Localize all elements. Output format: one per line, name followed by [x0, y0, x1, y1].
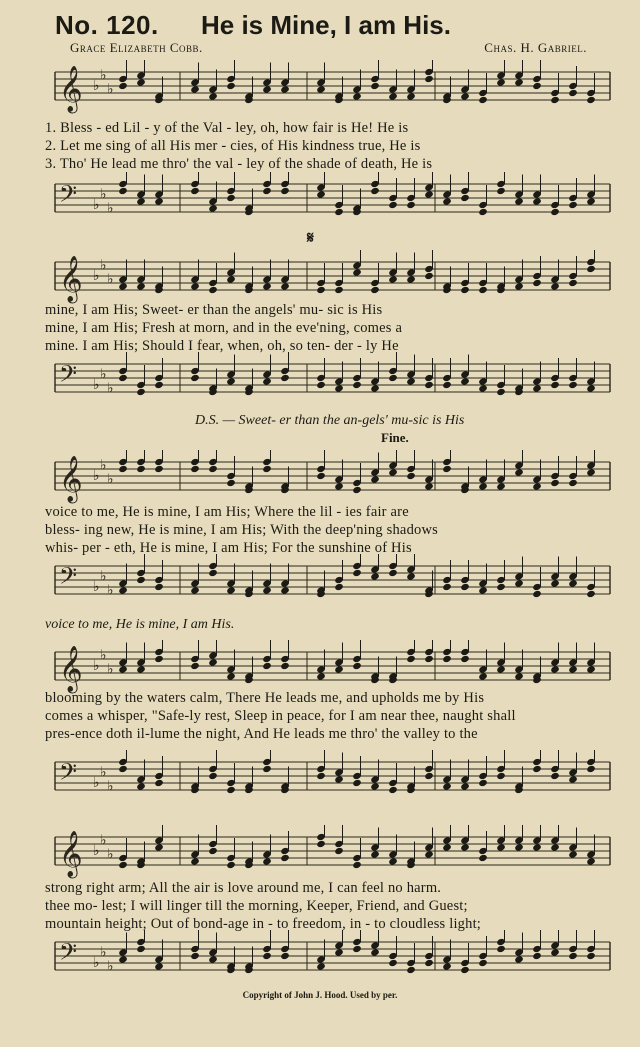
note-icon [478, 208, 488, 216]
note-icon [190, 586, 200, 594]
note-icon [550, 479, 560, 487]
note-icon [442, 197, 452, 205]
bass-staff-3 [45, 554, 615, 614]
note-icon [568, 579, 578, 587]
note-icon [226, 672, 236, 680]
note-icon [442, 655, 452, 663]
note-icon [334, 665, 344, 673]
treble-staff-2 [45, 250, 615, 310]
flat-icon: ♭ [107, 81, 114, 98]
note-icon [154, 197, 164, 205]
note-icon [154, 583, 164, 591]
note-icon [424, 772, 434, 780]
note-icon [532, 952, 542, 960]
bass-staff-4 [45, 750, 615, 810]
note-icon [478, 586, 488, 594]
note-icon [262, 952, 272, 960]
verse-line-3-1: voice to me, He is mine, I am His; Where the lil - ies fair are [45, 504, 409, 520]
note-icon [352, 662, 362, 670]
note-icon [154, 655, 164, 663]
note-icon [370, 187, 380, 195]
note-icon [478, 286, 488, 294]
note-icon [550, 282, 560, 290]
hymn-header [55, 10, 615, 60]
note-icon [118, 282, 128, 290]
treble-staff-1 [45, 60, 615, 120]
note-icon [568, 850, 578, 858]
treble-clef-icon: 𝄞 [59, 66, 83, 112]
note-icon [154, 843, 164, 851]
note-icon [460, 92, 470, 100]
note-icon [280, 187, 290, 195]
note-icon [118, 861, 128, 869]
note-icon [514, 282, 524, 290]
note-icon [262, 85, 272, 93]
note-icon [370, 948, 380, 956]
flat-icon: ♭ [100, 944, 107, 961]
note-icon [496, 78, 506, 86]
note-icon [586, 952, 596, 960]
flat-icon: ♭ [93, 268, 100, 284]
note-icon [586, 265, 596, 273]
flat-icon: ♭ [100, 647, 107, 664]
note-icon [262, 662, 272, 670]
note-icon [532, 765, 542, 773]
note-icon [262, 857, 272, 865]
verse-line-2-3: mine. I am His; Should I fear, when, oh, so ten- der - ly He [45, 338, 399, 354]
flat-icon: ♭ [100, 764, 107, 781]
note-icon [334, 482, 344, 490]
note-icon [514, 955, 524, 963]
flat-icon: ♭ [100, 568, 107, 585]
note-icon [388, 275, 398, 283]
note-icon [388, 959, 398, 967]
note-icon [424, 381, 434, 389]
note-icon [478, 854, 488, 862]
note-icon [424, 482, 434, 490]
note-icon [406, 92, 416, 100]
note-icon [334, 583, 344, 591]
verse-line-5-2: thee mo- lest; I will linger till the morning, Keeper, Friend, and Guest; [45, 898, 468, 914]
note-icon [226, 861, 236, 869]
note-icon [370, 82, 380, 90]
note-icon [406, 966, 416, 974]
note-icon [550, 579, 560, 587]
note-icon [154, 465, 164, 473]
note-icon [514, 197, 524, 205]
note-icon [136, 465, 146, 473]
note-icon [154, 962, 164, 970]
flat-icon: ♭ [93, 579, 100, 595]
music-system-2 [45, 232, 615, 422]
note-icon [334, 948, 344, 956]
note-icon [226, 786, 236, 794]
treble-clef-icon: 𝄞 [59, 256, 83, 302]
note-icon [568, 665, 578, 673]
note-icon [550, 96, 560, 104]
note-icon [388, 92, 398, 100]
note-icon [442, 843, 452, 851]
note-icon [226, 194, 236, 202]
note-icon [352, 861, 362, 869]
treble-clef-icon: 𝄞 [59, 646, 83, 692]
note-icon [208, 847, 218, 855]
note-icon [532, 843, 542, 851]
bass-staff-1 [45, 172, 615, 232]
note-icon [280, 374, 290, 382]
note-icon [424, 272, 434, 280]
note-icon [118, 82, 128, 90]
note-icon [406, 201, 416, 209]
note-icon [208, 955, 218, 963]
note-icon [316, 840, 326, 848]
flat-icon: ♭ [100, 186, 107, 203]
note-icon [460, 655, 470, 663]
note-icon [460, 782, 470, 790]
note-icon [532, 590, 542, 598]
note-icon [208, 204, 218, 212]
note-icon [388, 201, 398, 209]
note-icon [532, 82, 542, 90]
note-icon [478, 959, 488, 967]
note-icon [136, 282, 146, 290]
note-icon [118, 955, 128, 963]
treble-clef-icon: 𝄞 [59, 456, 83, 502]
note-icon [190, 662, 200, 670]
note-icon [136, 782, 146, 790]
verse-line-5-1: strong right arm; All the air is love around me, I can feel no harm. [45, 880, 442, 896]
note-icon [406, 377, 416, 385]
note-icon [226, 377, 236, 385]
note-icon [514, 468, 524, 476]
note-icon [352, 779, 362, 787]
note-icon [514, 672, 524, 680]
note-icon [460, 286, 470, 294]
note-icon [190, 374, 200, 382]
music-system-4 [45, 640, 615, 830]
note-icon [262, 586, 272, 594]
verse-line-4-3: pres-ence doth il-lume the night, And He leads me thro' the valley to the [45, 726, 478, 742]
note-icon [406, 655, 416, 663]
note-icon [190, 952, 200, 960]
note-icon [460, 843, 470, 851]
note-icon [586, 665, 596, 673]
flat-icon: ♭ [100, 457, 107, 474]
note-icon [334, 208, 344, 216]
note-icon [226, 275, 236, 283]
verse-line-2-2: mine, I am His; Fresh at morn, and in the eve'ning, comes a [45, 320, 403, 336]
hymn-number: No. 120. [55, 10, 159, 40]
note-icon [208, 286, 218, 294]
note-icon [568, 479, 578, 487]
note-icon [118, 765, 128, 773]
note-icon [424, 75, 434, 83]
note-icon [280, 662, 290, 670]
note-icon [460, 583, 470, 591]
note-icon [334, 847, 344, 855]
note-icon [370, 475, 380, 483]
note-icon [496, 583, 506, 591]
note-icon [442, 465, 452, 473]
note-icon [316, 772, 326, 780]
note-icon [568, 201, 578, 209]
note-icon [550, 208, 560, 216]
hymn-title: He is Mine, I am His. [201, 10, 451, 40]
note-icon [118, 465, 128, 473]
flat-icon: ♭ [107, 582, 114, 599]
note-icon [478, 96, 488, 104]
note-icon [586, 197, 596, 205]
flat-icon: ♭ [93, 775, 100, 791]
music-system-3 [45, 432, 615, 622]
note-icon [316, 85, 326, 93]
note-icon [352, 486, 362, 494]
treble-clef-icon: 𝄞 [59, 831, 83, 877]
note-icon [496, 187, 506, 195]
note-icon [136, 197, 146, 205]
note-icon [136, 78, 146, 86]
note-icon [460, 966, 470, 974]
lyricist-credit: Grace Elizabeth Cobb. [70, 40, 203, 55]
segno-sign: 𝄋 [307, 230, 314, 247]
note-icon [442, 962, 452, 970]
note-icon [370, 572, 380, 580]
note-icon [208, 569, 218, 577]
note-icon [388, 857, 398, 865]
note-icon [406, 275, 416, 283]
note-icon [442, 381, 452, 389]
note-icon [424, 190, 434, 198]
bass-staff-5 [45, 930, 615, 990]
note-icon [316, 381, 326, 389]
repeat-lyric: voice to me, He is mine, I am His. [45, 617, 235, 632]
flat-icon: ♭ [93, 468, 100, 484]
note-icon [208, 465, 218, 473]
bass-clef-icon: 𝄢 [59, 758, 78, 791]
note-icon [190, 282, 200, 290]
bass-clef-icon: 𝄢 [59, 180, 78, 213]
note-icon [406, 572, 416, 580]
note-icon [442, 583, 452, 591]
note-icon [478, 482, 488, 490]
note-icon [352, 569, 362, 577]
note-icon [370, 286, 380, 294]
verse-line-5-3: mountain height; Out of bond-age in - to freedom, in - to cloudless light; [45, 916, 482, 932]
note-icon [478, 672, 488, 680]
note-icon [550, 381, 560, 389]
note-icon [388, 569, 398, 577]
flat-icon: ♭ [107, 958, 114, 975]
note-icon [514, 78, 524, 86]
note-icon [262, 465, 272, 473]
bass-clef-icon: 𝄢 [59, 938, 78, 971]
note-icon [424, 655, 434, 663]
note-icon [532, 384, 542, 392]
note-icon [568, 279, 578, 287]
note-icon [568, 952, 578, 960]
note-icon [316, 962, 326, 970]
note-icon [226, 82, 236, 90]
note-icon [154, 381, 164, 389]
note-icon [334, 775, 344, 783]
note-icon [424, 959, 434, 967]
note-icon [226, 586, 236, 594]
note-icon [280, 854, 290, 862]
note-icon [262, 377, 272, 385]
note-icon [208, 92, 218, 100]
flat-icon: ♭ [93, 197, 100, 213]
flat-icon: ♭ [100, 832, 107, 849]
flat-icon: ♭ [107, 471, 114, 488]
note-icon [460, 194, 470, 202]
verse-line-1-1: 1. Bless - ed Lil - y of the Val - ley, oh, how fair is He! He is [45, 120, 409, 136]
note-icon [586, 96, 596, 104]
verse-line-3-3: whis- per - eth, He is mine, I am His; For the sunshine of His [45, 540, 412, 556]
note-icon [478, 779, 488, 787]
music-system-1 [45, 60, 615, 230]
note-icon [496, 482, 506, 490]
note-icon [262, 187, 272, 195]
note-icon [586, 857, 596, 865]
note-icon [388, 786, 398, 794]
bass-staff-2 [45, 352, 615, 412]
note-icon [442, 782, 452, 790]
note-icon [352, 92, 362, 100]
note-icon [532, 279, 542, 287]
flat-icon: ♭ [100, 366, 107, 383]
note-icon [406, 472, 416, 480]
note-icon [334, 286, 344, 294]
note-icon [118, 374, 128, 382]
note-icon [568, 89, 578, 97]
note-icon [262, 765, 272, 773]
ds-instruction: D.S. — Sweet- er than the an-gels' mu-sic is His [195, 413, 465, 428]
note-icon [316, 190, 326, 198]
composer-credit: Chas. H. Gabriel. [484, 40, 587, 55]
note-icon [478, 384, 488, 392]
flat-icon: ♭ [93, 955, 100, 971]
note-icon [280, 586, 290, 594]
note-icon [136, 388, 146, 396]
flat-icon: ♭ [93, 78, 100, 94]
treble-staff-3 [45, 450, 615, 510]
note-icon [586, 765, 596, 773]
note-icon [532, 482, 542, 490]
flat-icon: ♭ [93, 843, 100, 859]
note-icon [370, 850, 380, 858]
note-icon [154, 779, 164, 787]
note-icon [190, 187, 200, 195]
note-icon [586, 384, 596, 392]
verse-line-4-2: comes a whisper, "Safe-ly rest, Sleep in peace, for I am near thee, naught shall [45, 708, 516, 724]
flat-icon: ♭ [107, 200, 114, 217]
note-icon [136, 945, 146, 953]
flat-icon: ♭ [93, 377, 100, 393]
flat-icon: ♭ [107, 271, 114, 288]
note-icon [280, 952, 290, 960]
note-icon [496, 772, 506, 780]
verse-line-4-1: blooming by the waters calm, There He leads me, and upholds me by His [45, 690, 485, 706]
note-icon [370, 782, 380, 790]
bass-clef-icon: 𝄢 [59, 360, 78, 393]
note-icon [136, 665, 146, 673]
note-icon [496, 388, 506, 396]
note-icon [226, 479, 236, 487]
note-icon [190, 85, 200, 93]
note-icon [208, 658, 218, 666]
note-icon [208, 772, 218, 780]
note-icon [370, 384, 380, 392]
note-icon [280, 282, 290, 290]
note-icon [568, 775, 578, 783]
verse-line-3-2: bless- ing new, He is mine, I am His; With the deep'ning shadows [45, 522, 438, 538]
note-icon [316, 472, 326, 480]
flat-icon: ♭ [93, 658, 100, 674]
note-icon [496, 945, 506, 953]
note-icon [586, 590, 596, 598]
treble-staff-5 [45, 825, 615, 885]
note-icon [334, 384, 344, 392]
bass-clef-icon: 𝄢 [59, 562, 78, 595]
music-system-5 [45, 825, 615, 995]
note-icon [316, 672, 326, 680]
note-icon [514, 579, 524, 587]
copyright-notice: Copyright of John J. Hood. Used by per. [242, 990, 398, 1000]
flat-icon: ♭ [107, 846, 114, 863]
note-icon [190, 465, 200, 473]
flat-icon: ♭ [107, 778, 114, 795]
verse-line-1-3: 3. Tho' He lead me thro' the val - ley of the shade of death, He is [45, 156, 433, 172]
note-icon [280, 85, 290, 93]
verse-line-1-2: 2. Let me sing of all His mer - cies, of His kindness true, He is [45, 138, 421, 154]
verse-line-2-1: mine, I am His; Sweet- er than the angels' mu- sic is His [45, 302, 383, 318]
note-icon [190, 857, 200, 865]
note-icon [352, 268, 362, 276]
note-icon [424, 850, 434, 858]
note-icon [532, 197, 542, 205]
fine-mark: Fine. [381, 430, 409, 445]
note-icon [460, 377, 470, 385]
note-icon [568, 381, 578, 389]
note-icon [496, 843, 506, 851]
note-icon [514, 843, 524, 851]
note-icon [496, 665, 506, 673]
flat-icon: ♭ [107, 661, 114, 678]
flat-icon: ♭ [100, 67, 107, 84]
note-icon [136, 576, 146, 584]
note-icon [388, 468, 398, 476]
note-icon [388, 374, 398, 382]
note-icon [586, 468, 596, 476]
note-icon [118, 586, 128, 594]
note-icon [316, 286, 326, 294]
note-icon [550, 948, 560, 956]
note-icon [352, 945, 362, 953]
note-icon [118, 187, 128, 195]
note-icon [262, 282, 272, 290]
flat-icon: ♭ [100, 257, 107, 274]
note-icon [550, 772, 560, 780]
note-icon [352, 381, 362, 389]
note-icon [550, 843, 560, 851]
flat-icon: ♭ [107, 380, 114, 397]
note-icon [550, 665, 560, 673]
note-icon [118, 665, 128, 673]
